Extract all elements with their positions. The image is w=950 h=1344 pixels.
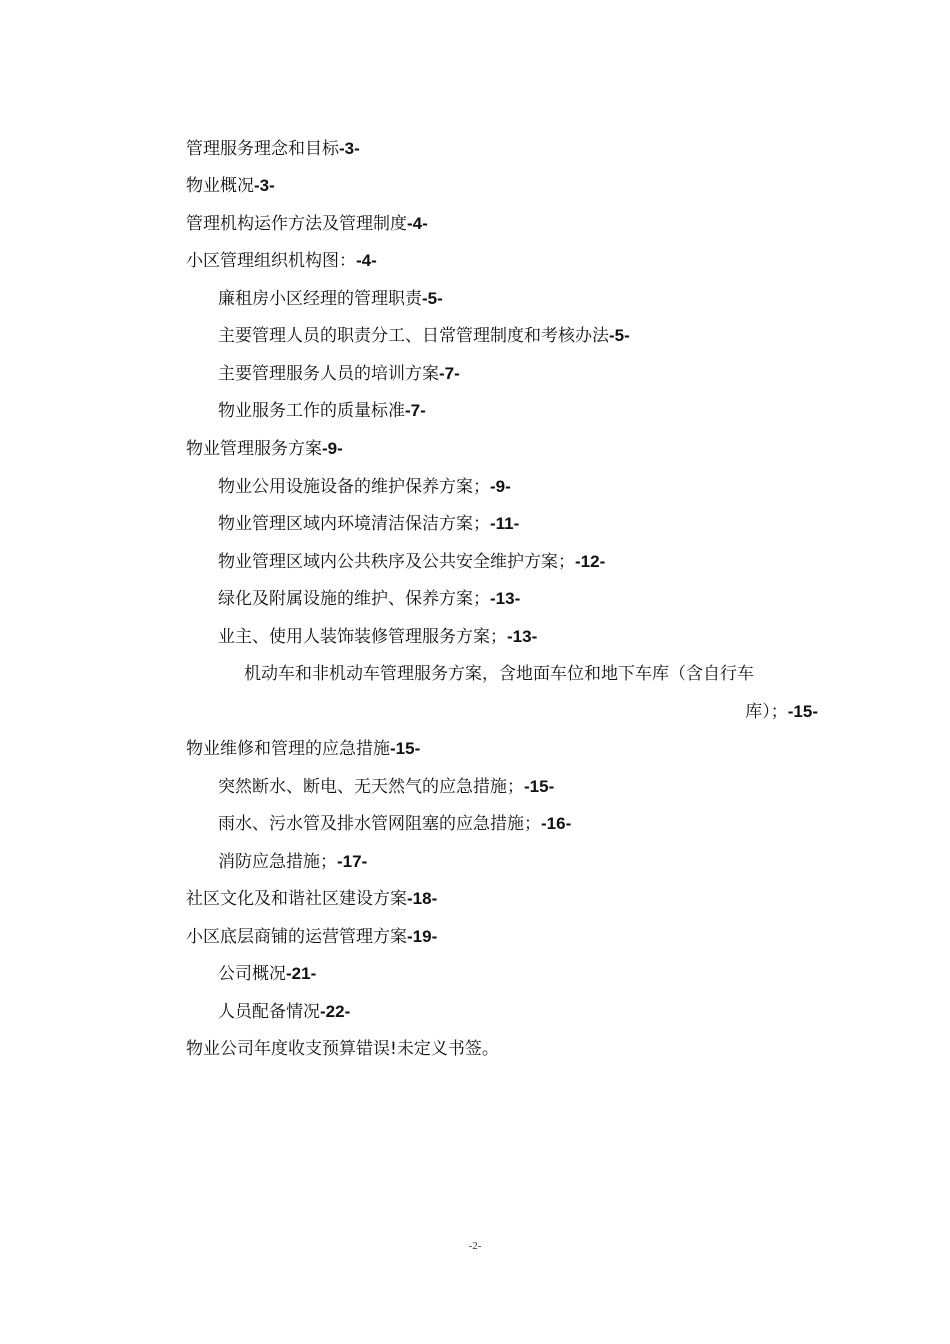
toc-page-number: -17- <box>337 852 368 871</box>
toc-entry-title: 小区底层商铺的运营管理方案 <box>186 927 407 947</box>
toc-entry[interactable] <box>186 437 343 461</box>
toc-page-number: -13- <box>507 627 538 646</box>
toc-entry[interactable] <box>186 887 437 911</box>
toc-entry[interactable] <box>218 362 460 386</box>
toc-page-number: -15- <box>390 739 421 758</box>
toc-entry[interactable] <box>218 399 426 423</box>
toc-page-number: -9- <box>322 439 343 458</box>
toc-page-number: -3- <box>254 176 275 195</box>
toc-entry-continuation[interactable] <box>745 700 818 724</box>
toc-page-number: -9- <box>490 477 511 496</box>
toc-page-number: -4- <box>407 214 428 233</box>
toc-entry-title: 社区文化及和谐社区建设方案 <box>186 889 407 909</box>
toc-entry-title: 机动车和非机动车管理服务方案，含地面车位和地下车库（含自行车 <box>244 664 754 684</box>
toc-page-number: -5- <box>609 326 630 345</box>
toc-entry[interactable] <box>218 475 511 499</box>
toc-entry[interactable] <box>218 812 571 836</box>
toc-entry-title: 突然断水、断电、无天然气的应急措施； <box>218 777 524 797</box>
toc-page-number: -21- <box>286 964 317 983</box>
toc-page-number: -5- <box>422 289 443 308</box>
toc-entry[interactable] <box>186 174 275 198</box>
toc-entry-title: 绿化及附属设施的维护、保养方案； <box>218 589 490 609</box>
toc-entry[interactable] <box>218 962 316 986</box>
toc-entry[interactable] <box>186 212 428 236</box>
toc-entry-title: 物业服务工作的质量标准 <box>218 401 405 421</box>
page-number-footer: -2- <box>468 1240 482 1252</box>
toc-entry-title: 小区管理组织机构图： <box>186 251 356 271</box>
toc-page-number: -13- <box>490 589 521 608</box>
toc-entry-title: 雨水、污水管及排水管网阻塞的应急措施； <box>218 814 541 834</box>
toc-entry[interactable] <box>218 625 537 649</box>
toc-page-number: -7- <box>439 364 460 383</box>
toc-entry-title: 管理服务理念和目标 <box>186 139 339 159</box>
toc-page-number: -12- <box>575 552 606 571</box>
toc-entry[interactable] <box>186 1037 499 1061</box>
toc-entry[interactable] <box>218 512 519 536</box>
toc-entry-title: 物业管理区域内公共秩序及公共安全维护方案； <box>218 552 575 572</box>
toc-entry-title: 主要管理服务人员的培训方案 <box>218 364 439 384</box>
toc-page-number: -7- <box>405 401 426 420</box>
toc-page-number: -15- <box>787 702 818 721</box>
toc-entry[interactable] <box>218 287 443 311</box>
toc-entry-title: 物业管理服务方案 <box>186 439 322 459</box>
toc-entry-title: 物业概况 <box>186 176 254 196</box>
toc-entry[interactable] <box>186 925 437 949</box>
toc-entry[interactable] <box>218 324 630 348</box>
toc-entry-title-continuation: 库）； <box>745 702 788 722</box>
toc-page-number: -4- <box>356 251 377 270</box>
toc-entry[interactable] <box>218 587 520 611</box>
toc-entry-title: 人员配备情况 <box>218 1002 320 1022</box>
toc-page-number: -22- <box>320 1002 351 1021</box>
toc-entry[interactable] <box>186 249 377 273</box>
toc-entry[interactable] <box>218 850 367 874</box>
toc-entry-title: 主要管理人员的职责分工、日常管理制度和考核办法 <box>218 326 609 346</box>
toc-entry-title: 管理机构运作方法及管理制度 <box>186 214 407 234</box>
toc-entry[interactable] <box>218 550 605 574</box>
toc-entry[interactable] <box>186 137 360 161</box>
toc-entry-title: 廉租房小区经理的管理职责 <box>218 289 422 309</box>
toc-entry-title: 物业公用设施设备的维护保养方案； <box>218 477 490 497</box>
toc-page-number: -19- <box>407 927 438 946</box>
toc-error-text: !未定义书签。 <box>390 1039 499 1059</box>
toc-page-number: -11- <box>490 514 520 533</box>
toc-entry-title: 公司概况 <box>218 964 286 984</box>
toc-entry-title: 物业公司年度收支预算错误 <box>186 1039 390 1059</box>
toc-page-number: -16- <box>541 814 572 833</box>
toc-page-number: -18- <box>407 889 438 908</box>
toc-entry-title: 物业维修和管理的应急措施 <box>186 739 390 759</box>
toc-entry[interactable] <box>244 662 754 686</box>
toc-entry-title: 物业管理区域内环境清洁保洁方案； <box>218 514 490 534</box>
toc-entry[interactable] <box>186 737 420 761</box>
toc-entry-title: 业主、使用人装饰装修管理服务方案； <box>218 627 507 647</box>
toc-entry[interactable] <box>218 775 554 799</box>
toc-entry[interactable] <box>218 1000 350 1024</box>
toc-page-number: -3- <box>339 139 360 158</box>
toc-entry-title: 消防应急措施； <box>218 852 337 872</box>
toc-page-number: -15- <box>524 777 555 796</box>
